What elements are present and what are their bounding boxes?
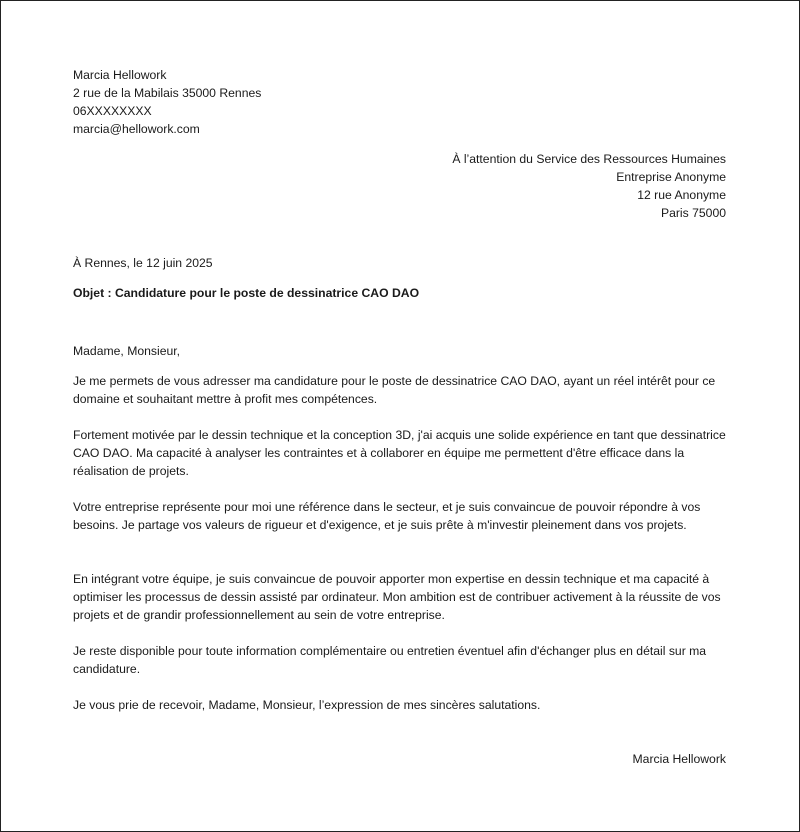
body-paragraph: Votre entreprise représente pour moi une référence dans le secteur, et je suis convaincue de pouvoir répondre à vos besoins. Je partage vos valeurs de rigueur et d'exigence, et je suis prête à m'investir pleinement dans vos projets. — [73, 500, 701, 532]
sender-email: marcia@hellowork.com — [73, 122, 200, 136]
letter-date: À Rennes, le 12 juin 2025 — [73, 256, 213, 270]
sender-block — [73, 66, 261, 138]
body-paragraph: Je me permets de vous adresser ma candidature pour le poste de dessinatrice CAO DAO, ayant un réel intérêt pour ce domaine et souhaitant mettre à profit mes compétences. — [73, 374, 716, 406]
closing-paragraph: Je vous prie de recevoir, Madame, Monsieur, l’expression de mes sincères salutations. — [73, 698, 541, 712]
body-paragraph: Je reste disponible pour toute information complémentaire ou entretien éventuel afin d'échanger plus en détail sur ma candidature. — [73, 644, 707, 676]
letter-subject: Objet : Candidature pour le poste de dessinatrice CAO DAO — [73, 286, 420, 300]
recipient-city: Paris 75000 — [660, 206, 726, 220]
letter-salutation: Madame, Monsieur, — [73, 344, 181, 358]
body-paragraph: Fortement motivée par le dessin technique et la conception 3D, j'ai acquis une solide expérience en tant que dessinatrice CAO DAO. Ma capacité à analyser les contraintes et à collaborer en équipe me permettent d'être efficace dans la réalisation de projets. — [73, 428, 726, 478]
sender-name: Marcia Hellowork — [73, 68, 167, 82]
recipient-block — [452, 150, 726, 222]
sender-phone: 06XXXXXXXX — [73, 104, 152, 118]
recipient-company: Entreprise Anonyme — [616, 170, 726, 184]
recipient-street: 12 rue Anonyme — [637, 188, 726, 202]
body-paragraph: En intégrant votre équipe, je suis convaincue de pouvoir apporter mon expertise en dessin technique et ma capacité à optimiser les processus de dessin assisté par ordinateur. Mon ambition est de contribuer activement à la réussite de vos projets et de grandir professionnellement au sein de votre entreprise. — [73, 572, 721, 622]
sender-address: 2 rue de la Mabilais 35000 Rennes — [73, 86, 262, 100]
recipient-attention: À l’attention du Service des Ressources Humaines — [452, 152, 726, 166]
signature-name: Marcia Hellowork — [632, 752, 726, 766]
